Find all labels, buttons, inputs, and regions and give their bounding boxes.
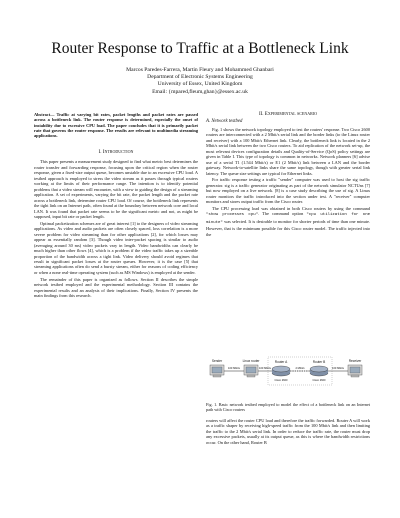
- author-department: Department of Electronic Systems Engineering: [147, 74, 253, 81]
- cpu-text-b: The command option: [262, 211, 304, 217]
- receiver-label: Receiver: [348, 359, 362, 363]
- testbed-paragraph-4: routers will affect the router CPU load and therefore the traffic forwarded. Router A will work as a traffic shaper by receiving high-speed traffic from the 100 Mbit/s link and then limiting the traffic to the 2 Mbit/s serial link. In order to reduce the traffic rate, the router must drop any excessive packets, usually at its output queue, as this is where the bandwidth restrictions occur. On the other hand, Router B: [206, 418, 370, 445]
- testbed-paragraph-3: The CPU processing load was obtained in both Cisco routers by using the command "show processes cpu". The command option "cpu utilization for one minute" was selected. It is desirable to monitor for shorter periods of time than one minute. However, that is the minimum possible for this Cisco router model. The traffic injected into the: [206, 206, 371, 237]
- link-3-label: 100 Mbit/s: [332, 367, 344, 370]
- router-a-model: Cisco 2600: [274, 379, 288, 382]
- receiver-computer-icon: [348, 365, 362, 377]
- author-block: [0, 67, 400, 96]
- cpu-text-c: was selected. It is desirable to monitor for shorter periods of time than one minute. However, that is the minimum possible for this Cisco router model. The traffic injected into the: [206, 218, 370, 237]
- abstract: Abstract— Traffic at varying bit rates, packet lengths and packet rates are passed across a bottleneck link. The router response is determined, especially the onset of instability due to excessive CPU load. The paper concludes that it is primarily packet rate that governs the router response. The results are relevant to multimedia streaming applications.: [34, 112, 198, 139]
- sender-computer-icon: [210, 365, 224, 377]
- intro-paragraph-2: Optimal packetization schemes are of great interest [1] to the designers of video streaming applications. As video and audio packets are often closely spaced, loss correlation is a more severe problem for video streaming than for other applications [2], for which losses may appear as essentially random [3]. Though video inter-packet spacing is similar to audio (averaging around 30 ms) video packets vary in length. Video bandwidths can clearly be much higher than other flows [4], which is a problem if the video traffic takes up a sizeable proportion of the bandwidth across a tight link. Video delivery should avoid regimes that result in significant packet losses at the router queues. However, it is the case [5] that streaming applications often do send a bursty stream, either for reasons of coding efficiency or when a none real-time operating system (such as MS Windows) is employed at the sender.: [34, 220, 198, 275]
- router-a-icon: [272, 366, 290, 376]
- cpu-text-a: The CPU processing load was obtained in both Cisco routers by using the command: [212, 206, 370, 212]
- author-names: Marcos Paredes-Farrera, Martin Fleury and Mohammed Ghanbari: [126, 67, 274, 73]
- testbed-paragraph-1: Fig. 1 shows the network topology employed to test the routers' response. Two Cisco 2600 routers are interconnected with a 2 Mbit/s serial link and the border links (to the Linux router and receiver) with a 100 Mbit/s Ethernet link. Clearly, the bottleneck link is located in the 2 Mbit/s serial link between the two Cisco routers. To aid replication of the network set-up, the most relevant devices configuration details and Quality-of-Service (QoS) policy settings are given in Table I. This type of topology is common in networks. Network planners [6] advise use of a serial T1 (1.544 Mbit/s) or E1 (2 Mbit/s) link between a LAN and the border gateway. Network-to-satellite links share the same topology, though with greater serial link latency. The queue size settings are typical for Ethernet links.: [206, 126, 370, 176]
- router-b-icon: [310, 366, 328, 376]
- intro-heading: I. Introduction: [98, 150, 134, 155]
- serial-link-label: 2 Mbit/s: [295, 367, 305, 370]
- router-b-model: Cisco 2600: [312, 379, 326, 382]
- experimental-section: [206, 112, 370, 239]
- link-1-label: 100 Mbit/s: [228, 367, 240, 370]
- intro-section: [34, 150, 198, 300]
- paper-title: Router Response to Traffic at a Bottleneck Link: [51, 40, 349, 57]
- experimental-heading: II. Experimental scenario: [258, 112, 318, 117]
- router-a-label: Router A: [274, 360, 288, 364]
- author-email: Email: {mpared,fleum,ghan}@essex.ac.uk: [152, 88, 248, 95]
- figure-caption: Fig. 1. Basic network testbed employed to model the effect of a bottleneck link on an Internet path with Cisco routers: [206, 402, 370, 412]
- linux-router-label: Linux router: [242, 359, 260, 363]
- command-cpu-utilization: "cpu utilization for one minute": [206, 213, 371, 225]
- command-show-processes: "show processes cpu": [206, 213, 259, 218]
- intro-paragraph-1: This paper presents a measurement study designed to find what metric best determines the router transfer and forwarding response, focusing upon the critical region when the router response, given a fixed-size output queue, becomes unstable due to an excessive CPU load. A testbed approach is employed to stress the video stream as it passes through typical routers working at the limits of their performance range. The intention is to identify potential problems that a video stream will encounter, with a view to guiding the design of a streaming application. A set of experiments, varying the bit rate, the packet length and the packet rate across a bottleneck link, determine router CPU load. Of course, the bottleneck link represents the tight link on an Internet path, often found at the boundary between network core and local LAN. It was found that packet rate seems to be the significant metric and not, as might be supposed, input bit rate or packet length.: [34, 159, 198, 219]
- experimental-continued: [206, 418, 370, 447]
- testbed-subheading: A. Network testbed: [206, 119, 243, 125]
- sender-label: Sender: [211, 359, 223, 363]
- intro-paragraph-3: The remainder of this paper is organized as follows. Section II describes the simple network testbed employed and the experimental methodology. Section III contains the experimental results and an analysis of their implications. Finally, Section IV presents the main findings from this research.: [34, 276, 198, 299]
- author-university: University of Essex, United Kingdom: [157, 81, 243, 88]
- network-testbed-figure: [206, 353, 370, 397]
- router-b-label: Router B: [312, 360, 326, 364]
- testbed-paragraph-2: For traffic response testing a traffic "sender" computer was used to host the stg traffic generator. stg is a traffic generator originating as part of the network simulator NCTUns [7] but now employed on a live network. [8] is a case study describing the use of stg. A Linux router monitors the traffic introduced into the section under test. A "receiver" computer monitors and stores output traffic from the Cisco router.: [206, 177, 370, 205]
- link-2-label: 100 Mbit/s: [259, 367, 271, 370]
- linux-router-icon: [244, 365, 258, 377]
